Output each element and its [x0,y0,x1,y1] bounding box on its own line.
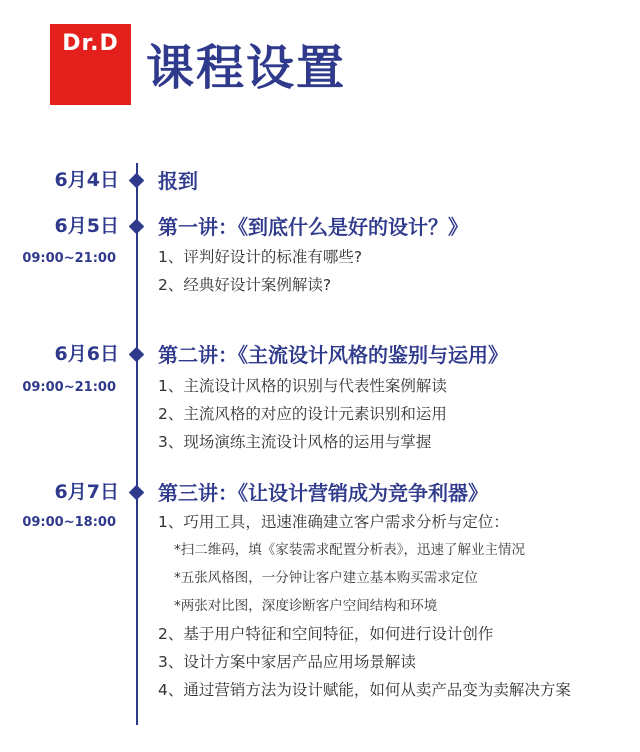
heading-day-4: 第三讲：《让设计营销成为竞争利器》 [158,481,488,505]
timeline-marker-icon [129,219,145,235]
drd-logo [50,24,131,105]
sub-list-item: *五张风格图，一分钟让客户建立基本购买需求定位 [174,570,478,586]
sub-list-item: *两张对比图，深度诊断客户空间结构和环境 [174,598,438,614]
list-item: 4、通过营销方法为设计赋能，如何从卖产品变为卖解决方案 [158,681,571,699]
list-item: 1、主流设计风格的识别与代表性案例解读 [158,377,447,395]
date-day-4: 6月7日 [54,481,119,503]
list-item: 2、基于用户特征和空间特征，如何进行设计创作 [158,625,494,643]
logo-text: Dr.D [62,31,119,56]
timeline-marker-icon [129,173,145,189]
heading-day-1: 报到 [158,169,198,193]
list-item: 1、评判好设计的标准有哪些? [158,248,363,266]
timeline-line [136,163,138,725]
time-day-2: 09:00~21:00 [22,251,116,266]
heading-day-2: 第一讲：《到底什么是好的设计？》 [158,215,468,239]
list-item: 2、经典好设计案例解读? [158,276,332,294]
page-title: 课程设置 [146,40,347,96]
date-day-1: 6月4日 [54,169,119,191]
sub-list-item: *扫二维码，填《家装需求配置分析表》，迅速了解业主情况 [174,542,525,558]
list-item: 1、巧用工具，迅速准确建立客户需求分析与定位： [158,513,509,531]
date-day-3: 6月6日 [54,343,119,365]
list-item: 2、主流风格的对应的设计元素识别和运用 [158,405,447,423]
time-day-4: 09:00~18:00 [22,515,116,530]
time-day-3: 09:00~21:00 [22,380,116,395]
heading-day-3: 第二讲：《主流设计风格的鉴别与运用》 [158,343,508,367]
timeline-marker-icon [129,347,145,363]
list-item: 3、设计方案中家居产品应用场景解读 [158,653,416,671]
date-day-2: 6月5日 [54,215,119,237]
timeline-marker-icon [129,485,145,501]
list-item: 3、现场演练主流设计风格的运用与掌握 [158,433,432,451]
